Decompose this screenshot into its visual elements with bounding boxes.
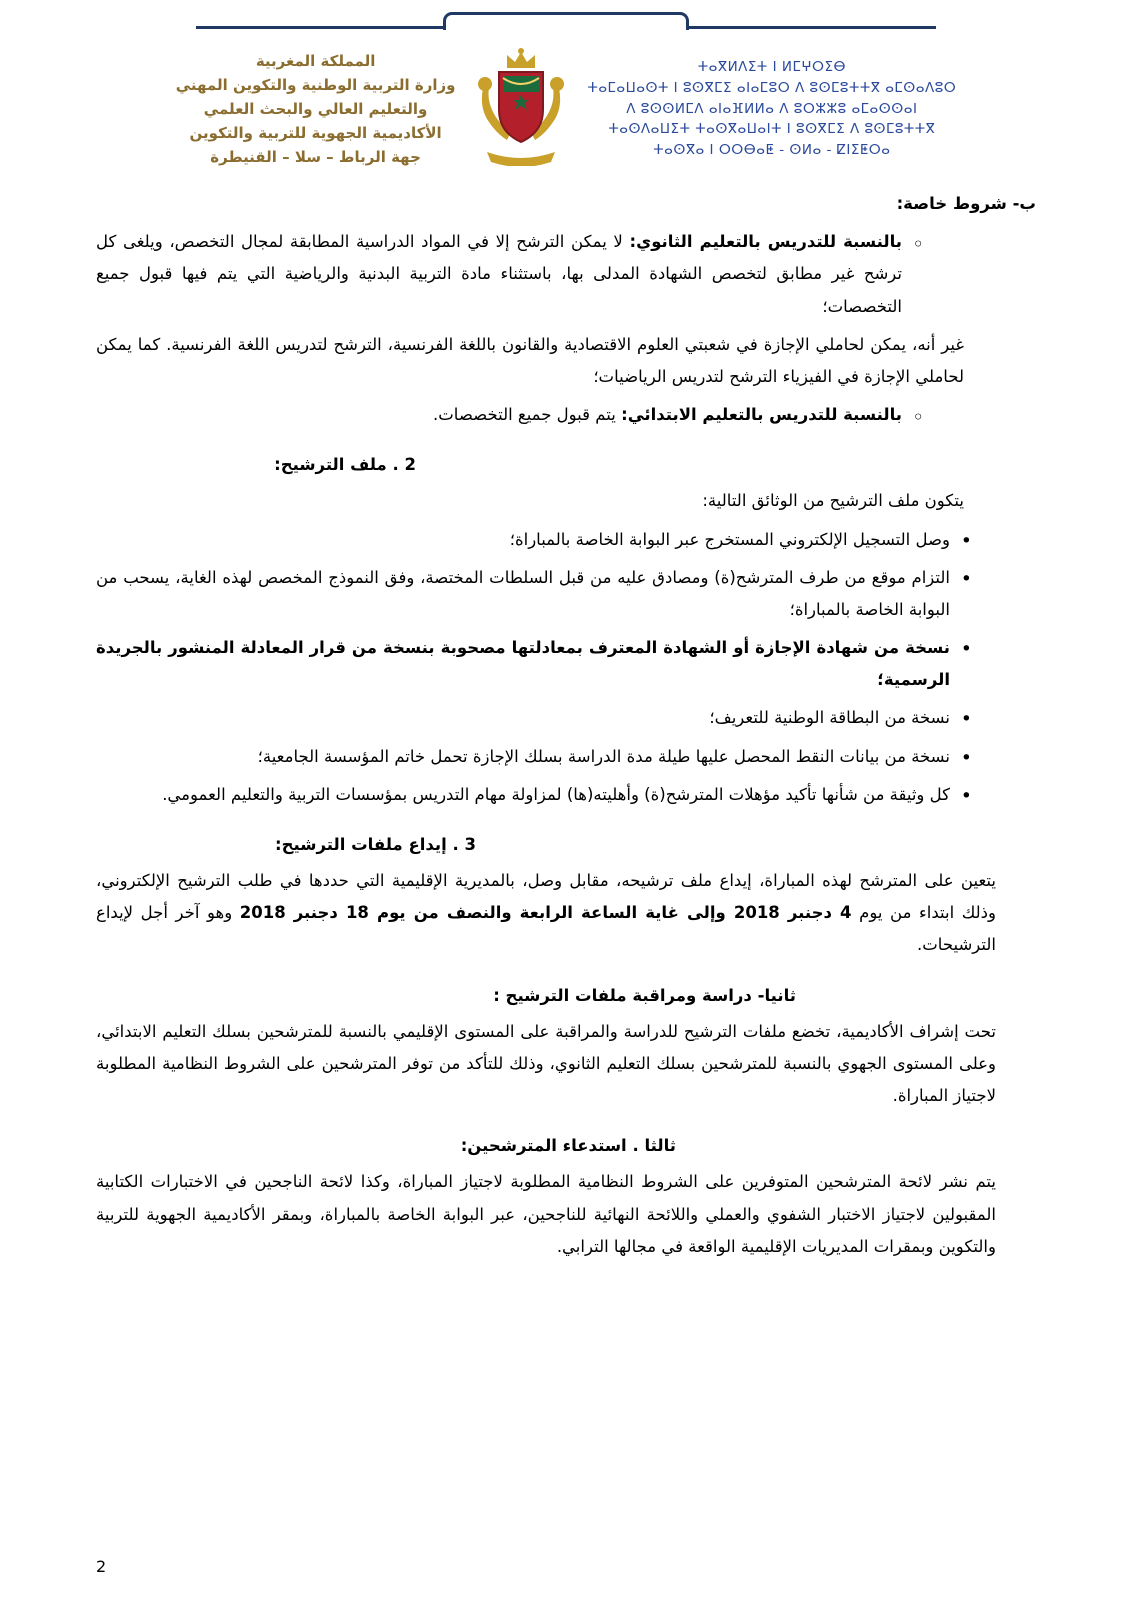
header-rule-tab — [443, 12, 689, 30]
file-item-5: نسخة من بيانات النقط المحصل عليها طيلة مدة الدراسة بسلك الإجازة تحمل خاتم المؤسسة الجامعية؛ — [257, 746, 950, 766]
arabic-line-1: المملكة المغربية — [255, 52, 376, 70]
file-item-2: التزام موقع من طرف المترشح(ة) ومصادق عليه من قبل السلطات المختصة، وفق النموذج المخصص لهذه الغاية، يسحب من البوابة الخاصة بالمباراة؛ — [96, 567, 950, 619]
letterhead-arabic — [176, 49, 456, 169]
file-item-3: نسخة من شهادة الإجازة أو الشهادة المعترف بمعادلتها مصحوبة بنسخة من قرار المعادلة المنشور بالجريدة الرسمية؛ — [96, 638, 950, 690]
page-number: 2 — [96, 1557, 107, 1576]
study-section-title: ثانيا- دراسة ومراقبة ملفات الترشيح : — [493, 985, 796, 1005]
secondary-item-text: لا يمكن الترشح إلا في المواد الدراسية المطابقة لمجال التخصص، ويلغى كل ترشح غير مطابق لتخصص الشهادة المدلى بها، باستثناء مادة التربية البدنية والرياضية التي يتم فيها قبول جميع التخصصات؛ — [96, 232, 902, 316]
primary-item-text: يتم قبول جميع التخصصات. — [433, 405, 622, 425]
file-documents-list — [96, 524, 1036, 811]
call-paragraph: يتم نشر لائحة المترشحين المتوفرين على الشروط النظامية المطلوبة لاجتياز المباراة، وكذا لائحة الناجحين في الاختبارات الكتابية المقبولين لاجتياز الاختبار الشفوي والعملي واللائحة النهائية للناجحين، عبر البوابة الخاصة بالمباراة، وبمقر الأكاديمية الجهوية للتربية والتكوين وبمقرات المديريات الإقليمية الواقعة في مجالها الترابي. — [96, 1172, 996, 1256]
tifinagh-line-5: ⵜⴰⵙⴳⴰ ⵏ ⵔⵔⴱⴰⵟ - ⵙⵍⴰ - ⵇⵏⵉⵟⵔⴰ — [653, 142, 891, 159]
special-conditions-title: ب- شروط خاصة: — [896, 194, 1036, 213]
list-item — [96, 562, 972, 626]
list-item — [96, 632, 972, 696]
file-item-1: وصل التسجيل الإلكتروني المستخرج عبر البوابة الخاصة بالمباراة؛ — [509, 529, 950, 549]
file-intro: يتكون ملف الترشيح من الوثائق التالية: — [702, 491, 964, 511]
letterhead-tifinagh — [587, 57, 956, 162]
header-divider — [96, 12, 1036, 38]
deposit-text-2: وهو آخر أجل لإيداع الترشيحات. — [96, 903, 996, 955]
letterhead — [96, 44, 1036, 174]
coat-of-arms-icon — [473, 48, 569, 170]
primary-item-bold: بالنسبة للتدريس بالتعليم الابتدائي: — [621, 405, 902, 425]
study-paragraph: تحت إشراف الأكاديمية، تخضع ملفات الترشيح للدراسة والمراقبة على المستوى الإقليمي بالنسبة للمترشحين بسلك التعليم الابتدائي، وعلى المستوى الجهوي بالنسبة للمترشحين بسلك التعليم الثانوي، وذلك للتأكد من توفر المترشحين على الشروط النظامية المطلوبة لاجتياز المباراة. — [96, 1021, 996, 1106]
arabic-line-3: والتعليم العالي والبحث العلمي — [203, 100, 428, 118]
file-item-4: نسخة من البطاقة الوطنية للتعريف؛ — [709, 708, 950, 728]
file-item-6: كل وثيقة من شأنها تأكيد مؤهلات المترشح(ة) وأهليته(ها) لمزاولة مهام التدريس بمؤسسات التربية والتعليم العمومي. — [162, 784, 950, 804]
file-section-title: 2 . ملف الترشيح: — [274, 455, 416, 475]
tifinagh-line-4: ⵜⴰⵙⴷⴰⵡⵉⵜ ⵜⴰⵙⴳⴰⵡⴰⵏⵜ ⵏ ⵓⵙⴳⵎⵉ ⴷ ⵓⵙⵎⵓⵜⵜⴳ — [608, 121, 936, 138]
list-item-secondary — [96, 226, 924, 323]
secondary-item-bold: بالنسبة للتدريس بالتعليم الثانوي: — [629, 232, 902, 252]
list-item — [96, 524, 972, 556]
deposit-section-title: 3 . إيداع ملفات الترشيح: — [275, 834, 476, 854]
call-section-title: ثالثا . استدعاء المترشحين: — [460, 1136, 676, 1156]
deposit-dates: 4 دجنبر 2018 وإلى غاية الساعة الرابعة والنصف من يوم 18 دجنبر 2018 — [239, 903, 852, 923]
list-item — [96, 702, 972, 734]
list-item — [96, 741, 972, 773]
list-item-primary — [96, 399, 924, 431]
arabic-line-4: الأكاديمية الجهوية للتربية والتكوين — [189, 124, 442, 142]
tifinagh-line-3: ⴷ ⵓⵙⵙⵍⵎⴷ ⴰⵏⴰⴼⵍⵍⴰ ⴷ ⵓⵔⵣⵣⵓ ⴰⵎⴰⵙⵙⴰⵏ — [626, 100, 918, 117]
deposit-text-1: يتعين على المترشح لهذه المباراة، إيداع ملف ترشيحه، مقابل وصل، بالمديرية الإقليمية التي حددها في طلب الترشيح الإلكتروني، وذلك ابتداء من يوم — [96, 871, 996, 923]
arabic-line-5: جهة الرباط – سلا – القنيطرة — [210, 148, 421, 166]
tifinagh-line-2: ⵜⴰⵎⴰⵡⴰⵙⵜ ⵏ ⵓⵙⴳⵎⵉ ⴰⵏⴰⵎⵓⵔ ⴷ ⵓⵙⵎⵓⵜⵜⴳ ⴰⵎⵙⴰⴷⵓⵔ — [587, 79, 957, 96]
document-page — [0, 12, 1132, 1612]
arabic-line-2: وزارة التربية الوطنية والتكوين المهني — [175, 76, 456, 94]
secondary-note: غير أنه، يمكن لحاملي الإجازة في شعبتي العلوم الاقتصادية والقانون باللغة الفرنسية، الترشح لتدريس اللغة الفرنسية. كما يمكن لحاملي الإجازة في الفيزياء الترشح لتدريس الرياضيات؛ — [96, 334, 964, 386]
document-body — [96, 188, 1036, 1263]
deposit-paragraph — [96, 865, 1036, 962]
list-item — [96, 779, 972, 811]
primary-conditions-list — [96, 399, 1036, 431]
special-conditions-list — [96, 226, 1036, 323]
tifinagh-line-1: ⵜⴰⴳⵍⴷⵉⵜ ⵏ ⵍⵎⵖⵔⵉⴱ — [697, 58, 846, 75]
